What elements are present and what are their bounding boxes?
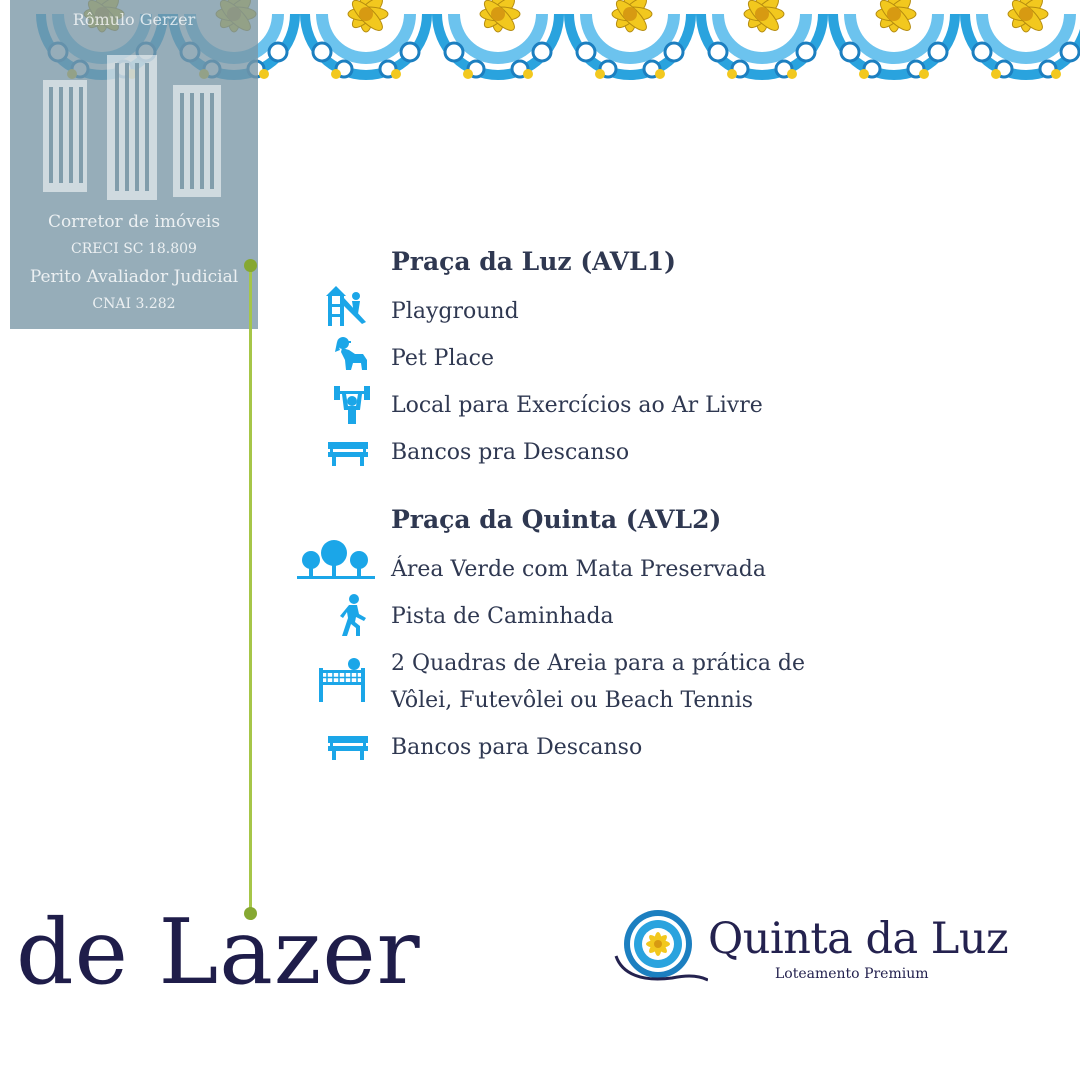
item-pet-place: Pet Place	[391, 346, 494, 371]
item-green-area: Área Verde com Mata Preservada	[391, 557, 766, 582]
watermark-appraiser: Perito Avaliador Judicial	[29, 267, 239, 287]
logo-name: Quinta da Luz	[708, 914, 1009, 964]
item-sand-courts-line1: 2 Quadras de Areia para a prática de	[391, 651, 806, 676]
watermark-profession: Corretor de imóveis	[47, 212, 221, 232]
item-sand-courts-line2: Vôlei, Futevôlei ou Beach Tennis	[391, 688, 754, 713]
logo-emblem-icon	[612, 908, 708, 988]
watermark-creci: CRECI SC 18.809	[71, 241, 197, 257]
walking-icon	[339, 594, 367, 636]
item-benches-2: Bancos para Descanso	[391, 735, 643, 760]
bench-icon	[328, 736, 368, 760]
item-playground: Playground	[391, 299, 519, 324]
quinta-da-luz-logo	[612, 908, 1012, 988]
timeline-dot-top	[244, 259, 257, 272]
watermark-name: Rômulo Gerzer	[72, 10, 196, 29]
bench-icon	[328, 442, 368, 466]
section-title-praca-da-luz: Praça da Luz (AVL1)	[391, 247, 676, 276]
watermark-cnai: CNAI 3.282	[92, 296, 176, 312]
timeline-line	[249, 266, 252, 913]
trees-icon	[297, 540, 375, 580]
buildings-icon	[35, 55, 235, 205]
volleyball-net-icon	[319, 658, 365, 702]
section-title-praca-da-quinta: Praça da Quinta (AVL2)	[391, 505, 722, 534]
page-heading: de Lazer	[16, 900, 421, 1005]
dog-icon	[333, 336, 369, 370]
item-benches-1: Bancos pra Descanso	[391, 440, 630, 465]
item-outdoor-exercise: Local para Exercícios ao Ar Livre	[391, 393, 763, 418]
realtor-watermark	[10, 0, 258, 329]
weightlifting-icon	[334, 384, 370, 424]
playground-icon	[326, 286, 368, 326]
logo-tagline: Loteamento Premium	[775, 966, 929, 982]
item-walking-track: Pista de Caminhada	[391, 604, 614, 629]
